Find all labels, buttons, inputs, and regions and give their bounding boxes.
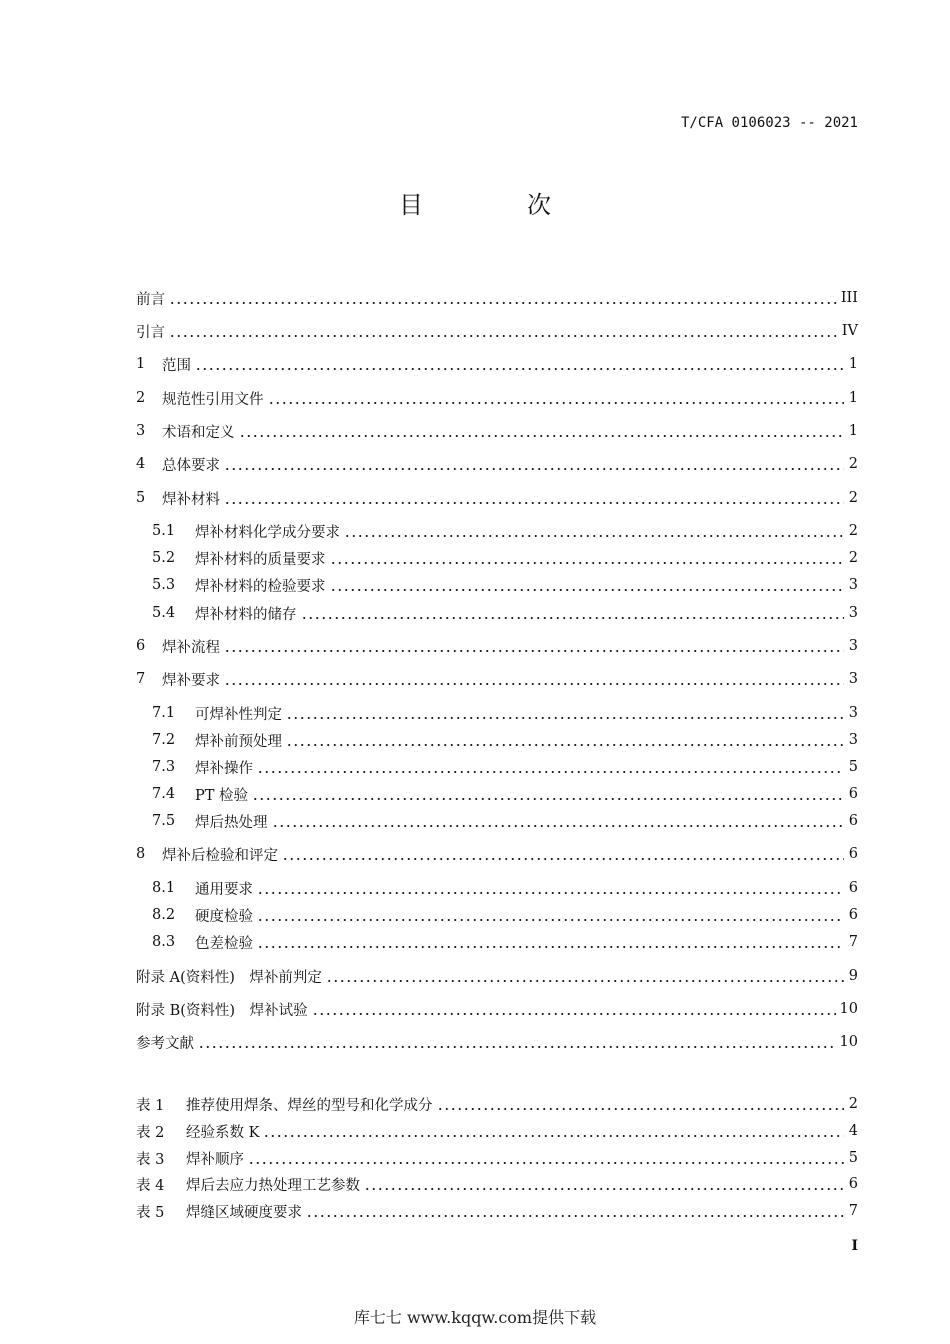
entry-number: 8.2: [152, 907, 176, 923]
entry-number: 7.1: [152, 705, 176, 721]
entry-number: 6: [136, 638, 146, 654]
dot-leader: [286, 730, 844, 750]
title-char: 次: [527, 191, 551, 219]
entry-label: 总体要求: [162, 457, 220, 474]
entry-number: 2: [136, 390, 146, 406]
entry-page: 3: [848, 732, 858, 748]
entry-page: 2: [848, 490, 858, 506]
toc-entry[interactable]: [136, 669, 858, 689]
entry-label: 焊补前预处理: [195, 733, 282, 750]
entry-number: 1: [136, 356, 146, 372]
toc-entry[interactable]: [152, 730, 858, 750]
entry-page: 6: [848, 907, 858, 923]
entry-number: 表 1: [136, 1097, 165, 1114]
entry-label: 通用要求: [195, 881, 253, 898]
entry-page: 6: [848, 846, 858, 862]
entry-label: 附录 A(资料性) 焊补前判定: [136, 969, 322, 986]
dot-leader: [437, 1094, 845, 1114]
entry-page: 6: [848, 786, 858, 802]
toc-entry[interactable]: [152, 521, 858, 541]
toc-entry[interactable]: [136, 354, 858, 374]
toc-entry[interactable]: [136, 488, 858, 508]
toc-entry[interactable]: [152, 703, 858, 723]
entry-label: 焊补材料化学成分要求: [195, 524, 340, 541]
entry-label: 色差检验: [195, 935, 253, 952]
toc-entry[interactable]: [136, 1032, 858, 1052]
entry-label: 经验系数 K: [186, 1124, 260, 1141]
dot-leader: [224, 636, 844, 656]
toc-entry[interactable]: [136, 966, 858, 986]
entry-label: 术语和定义: [162, 424, 235, 441]
dot-leader: [224, 488, 844, 508]
entry-page: 2: [848, 523, 858, 539]
entry-page: 6: [848, 1176, 858, 1192]
entry-label: 焊补材料的质量要求: [195, 551, 326, 568]
dot-leader: [198, 1032, 836, 1052]
entry-page: 5: [848, 1150, 858, 1166]
entry-number: 7.2: [152, 732, 176, 748]
entry-page: 1: [848, 356, 858, 372]
entry-page: 3: [848, 577, 858, 593]
entry-label: 焊补材料: [162, 491, 220, 508]
entry-page: 4: [848, 1123, 858, 1139]
dot-leader: [282, 844, 844, 864]
toc-entry[interactable]: [152, 603, 858, 623]
entry-page: 3: [848, 638, 858, 654]
entry-page: 3: [848, 671, 858, 687]
entry-label: 范围: [162, 357, 191, 374]
dot-leader: [272, 811, 845, 831]
toc-entry[interactable]: [136, 636, 858, 656]
entry-page: 2: [848, 1096, 858, 1112]
entry-label: 焊补后检验和评定: [162, 847, 278, 864]
entry-label: 焊补操作: [195, 760, 253, 777]
dot-leader: [195, 354, 844, 374]
entry-label: 硬度检验: [195, 908, 253, 925]
toc-entry[interactable]: [152, 905, 858, 925]
toc-entry[interactable]: [136, 999, 858, 1019]
entry-number: 表 2: [136, 1124, 165, 1141]
entry-label: 引言: [136, 324, 165, 341]
entry-label: 焊补顺序: [186, 1151, 244, 1168]
entry-page: 6: [848, 880, 858, 896]
entry-page: IV: [841, 323, 858, 339]
entry-label: 推荐使用焊条、焊丝的型号和化学成分: [186, 1097, 433, 1114]
toc-entry[interactable]: [136, 321, 858, 341]
entry-page: 2: [848, 550, 858, 566]
dot-leader: [263, 1121, 844, 1141]
entry-number: 8.1: [152, 880, 176, 896]
entry-label: 焊补材料的检验要求: [195, 578, 326, 595]
toc-entry[interactable]: [136, 1094, 858, 1114]
entry-page: 9: [848, 968, 858, 984]
dot-leader: [268, 388, 845, 408]
toc-entry[interactable]: [152, 548, 858, 568]
entry-number: 5.1: [152, 523, 176, 539]
entry-page: 10: [839, 1034, 858, 1050]
dot-leader: [224, 669, 844, 689]
entry-page: 1: [848, 423, 858, 439]
toc-entry[interactable]: [136, 454, 858, 474]
entry-label: 可焊补性判定: [195, 706, 282, 723]
entry-label: PT 检验: [195, 787, 249, 804]
dot-leader: [239, 421, 845, 441]
entry-number: 表 4: [136, 1177, 165, 1194]
entry-number: 5.4: [152, 605, 176, 621]
entry-page: 7: [848, 1203, 858, 1219]
toc-entry[interactable]: [152, 575, 858, 595]
entry-number: 7.4: [152, 786, 176, 802]
page-title: [0, 185, 950, 220]
entry-number: 5: [136, 490, 146, 506]
entry-number: 8: [136, 846, 146, 862]
entry-label: 焊补材料的储存: [195, 606, 297, 623]
entry-number: 表 3: [136, 1151, 165, 1168]
toc-entry[interactable]: [136, 421, 858, 441]
dot-leader: [344, 521, 844, 541]
toc-entry[interactable]: [136, 288, 858, 308]
dot-leader: [257, 878, 844, 898]
dot-leader: [326, 966, 844, 986]
toc-entry[interactable]: [136, 1201, 858, 1221]
entry-page: 3: [848, 705, 858, 721]
entry-page: 7: [848, 934, 858, 950]
dot-leader: [257, 932, 844, 952]
entry-label: 前言: [136, 291, 165, 308]
toc-entry[interactable]: [152, 878, 858, 898]
dot-leader: [301, 603, 845, 623]
entry-number: 5.2: [152, 550, 176, 566]
entry-number: 5.3: [152, 577, 176, 593]
dot-leader: [169, 288, 837, 308]
entry-label: 参考文献: [136, 1035, 194, 1052]
entry-number: 3: [136, 423, 146, 439]
toc-entry[interactable]: [136, 388, 858, 408]
title-char: 目: [399, 191, 423, 219]
standard-number: T/CFA 0106023 -- 2021: [680, 115, 858, 131]
toc-entry[interactable]: [152, 811, 858, 831]
entry-label: 焊缝区域硬度要求: [186, 1204, 302, 1221]
toc-entry[interactable]: [152, 784, 858, 804]
toc-entry[interactable]: [136, 1174, 858, 1194]
entry-number: 7.5: [152, 813, 176, 829]
toc-entry[interactable]: [136, 1121, 858, 1141]
entry-label: 焊补流程: [162, 639, 220, 656]
entry-page: III: [840, 290, 858, 306]
entry-number: 8.3: [152, 934, 176, 950]
dot-leader: [224, 454, 844, 474]
entry-page: 5: [848, 759, 858, 775]
entry-label: 焊补要求: [162, 672, 220, 689]
dot-leader: [330, 575, 845, 595]
entry-number: 7: [136, 671, 146, 687]
entry-number: 表 5: [136, 1204, 165, 1221]
dot-leader: [248, 1148, 844, 1168]
entry-page: 1: [848, 390, 858, 406]
entry-number: 7.3: [152, 759, 176, 775]
entry-label: 焊后去应力热处理工艺参数: [186, 1177, 360, 1194]
entry-label: 规范性引用文件: [162, 391, 264, 408]
entry-label: 焊后热处理: [195, 814, 268, 831]
dot-leader: [364, 1174, 844, 1194]
entry-page: 2: [848, 456, 858, 472]
page-number: I: [851, 1238, 858, 1254]
dot-leader: [330, 548, 845, 568]
entry-label: 附录 B(资料性) 焊补试验: [136, 1002, 308, 1019]
toc-entry[interactable]: [136, 844, 858, 864]
entry-page: 3: [848, 605, 858, 621]
entry-page: 10: [839, 1001, 858, 1017]
toc-entry[interactable]: [152, 932, 858, 952]
toc-entry[interactable]: [152, 757, 858, 777]
dot-leader: [169, 321, 838, 341]
entry-page: 6: [848, 813, 858, 829]
dot-leader: [257, 905, 844, 925]
dot-leader: [252, 784, 844, 804]
footer-watermark: 库七七 www.kqqw.com提供下载: [353, 1308, 597, 1327]
dot-leader: [286, 703, 844, 723]
entry-number: 4: [136, 456, 146, 472]
dot-leader: [312, 999, 836, 1019]
dot-leader: [257, 757, 844, 777]
dot-leader: [306, 1201, 844, 1221]
toc-entry[interactable]: [136, 1148, 858, 1168]
